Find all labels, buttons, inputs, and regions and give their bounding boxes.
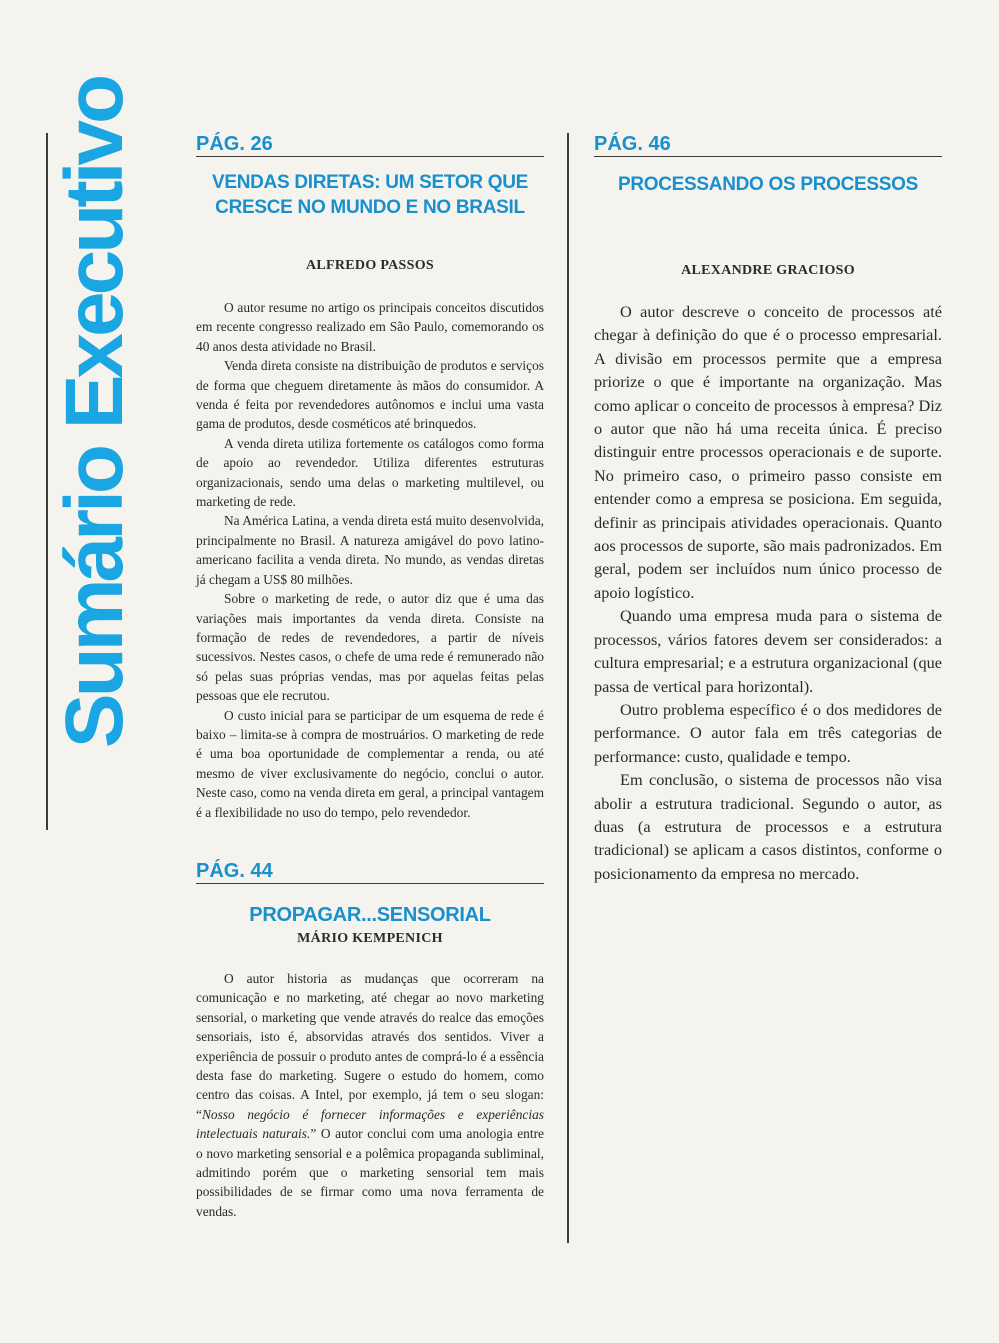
paragraph: O autor resume no artigo os principais conceitos discutidos em recente congresso realizado em São Paulo, comemorando os 40 anos desta atividade no Brasil.	[196, 300, 544, 354]
article-headline	[196, 170, 544, 220]
paragraph-text: ” O autor conclui com uma anologia entre o novo marketing sensorial e a polêmica propaganda subliminal, admitindo porém que o marketing sensorial tem mais possibilidades de se firmar como uma nova ferramenta de vendas.	[196, 1126, 544, 1219]
article-headline: PROPAGAR...SENSORIAL	[249, 904, 491, 926]
paragraph: Quando uma empresa muda para o sistema de processos, vários fatores devem ser considerados: a cultura empresarial; e a estrutura organizacional (que passa de vertical para horizontal).	[594, 606, 942, 696]
article-author: ALEXANDRE GRACIOSO	[681, 263, 855, 278]
article-pag-44	[196, 860, 544, 1221]
headline-line: CRESCE NO MUNDO E NO BRASIL	[215, 197, 525, 218]
article-author: ALFREDO PASSOS	[305, 258, 435, 273]
article-pag-26	[196, 133, 544, 822]
page-reference: PÁG. 26	[196, 133, 544, 157]
page-reference: PÁG. 44	[196, 860, 544, 884]
section-title-text: Sumário Executivo	[49, 77, 140, 749]
page-reference: PÁG. 46	[594, 133, 942, 157]
headline-line: VENDAS DIRETAS: UM SETOR QUE	[211, 172, 529, 193]
paragraph: Na América Latina, a venda direta está muito desenvolvida, principalmente no Brasil. A natureza amigável do povo latino-americano facilita a venda direta. No mundo, as vendas diretas já chegam a US$ 80 milhões.	[196, 513, 544, 587]
article-author: MÁRIO KEMPENICH	[297, 931, 443, 946]
paragraph: Venda direta consiste na distribuição de produtos e serviços de forma que cheguem diretamente às mãos do consumidor. A venda é feita por revendedores autônomos e inclui uma vasta gama de produtos, desde cosméticos até brinquedos.	[196, 358, 544, 432]
section-title-vertical	[49, 77, 140, 749]
slogan-quote: Nosso negócio é fornecer informações e experiências intelectuais naturais.	[196, 1106, 544, 1142]
paragraph: A venda direta utiliza fortemente os catálogos como forma de apoio ao revendedor. Utiliza diferentes estruturas organizacionais, sendo uma delas o marketing multilevel, ou marketing de rede.	[196, 435, 544, 510]
paragraph: O custo inicial para se participar de um esquema de rede é baixo – limita-se à compra de mostruários. O marketing de rede é uma boa oportunidade de complementar a renda, ou até mesmo de viver exclusivamente do negócio, conclui o autor. Neste caso, como na venda direta em geral, a principal vantagem é a flexibilidade no uso do tempo, pelo revendedor.	[196, 707, 545, 820]
paragraph: Sobre o marketing de rede, o autor diz que é uma das variações mais importantes da venda direta. Consiste na formação de redes de revendedores, a partir de níveis sucessivos. Nestes casos, o chefe de uma rede é remunerado não só pelas suas próprias vendas, mas por aquelas feitas pelas pessoas que ele recrutou.	[196, 591, 544, 704]
article-headline: PROCESSANDO OS PROCESSOS	[617, 174, 919, 195]
paragraph	[196, 969, 544, 1221]
paragraph-text: O autor historia as mudanças que ocorreram na comunicação e no marketing, até chegar ao novo marketing sensorial, o marketing que vende através do realce das emoções sensoriais, isto é, absorvidas através dos sentidos. Viver a experiência de possuir o produto antes de comprá-lo é a essência desta fase do marketing. Sugere o estudo do homem, como centro das coisas. A Intel, por exemplo, já tem o seu slogan: “	[196, 971, 544, 1122]
article-body	[196, 969, 544, 1221]
article-body	[196, 298, 544, 822]
paragraph: Outro problema específico é o dos medidores de performance. O autor fala em três categorias de performance: custo, qualidade e tempo.	[594, 699, 942, 766]
paragraph: O autor descreve o conceito de processos até chegar à definição do que é o processo empresarial. A divisão em processos permite que a empresa priorize o que é importante na organização. Mas como aplicar o conceito de processos à empresa? Diz o autor que não há uma receita única. É preciso distinguir entre processos operacionais e de suporte. No primeiro caso, o primeiro passo consiste em entender como a empresa se posiciona. Em seguida, definir as principais atividades operacionais. Quanto aos processos de suporte, são mais padronizados. Em geral, podem ser incluídos num único processo de apoio logístico.	[594, 302, 942, 602]
article-body	[594, 300, 942, 885]
paragraph: Em conclusão, o sistema de processos não visa abolir a estrutura tradicional. Segundo o autor, as duas (a estrutura de processos e a estrutura tradicional) se aplicam a casos distintos, conforme o posicionamento da empresa no mercado.	[594, 770, 942, 883]
center-column-rule	[567, 133, 569, 1243]
article-pag-46	[594, 133, 942, 885]
